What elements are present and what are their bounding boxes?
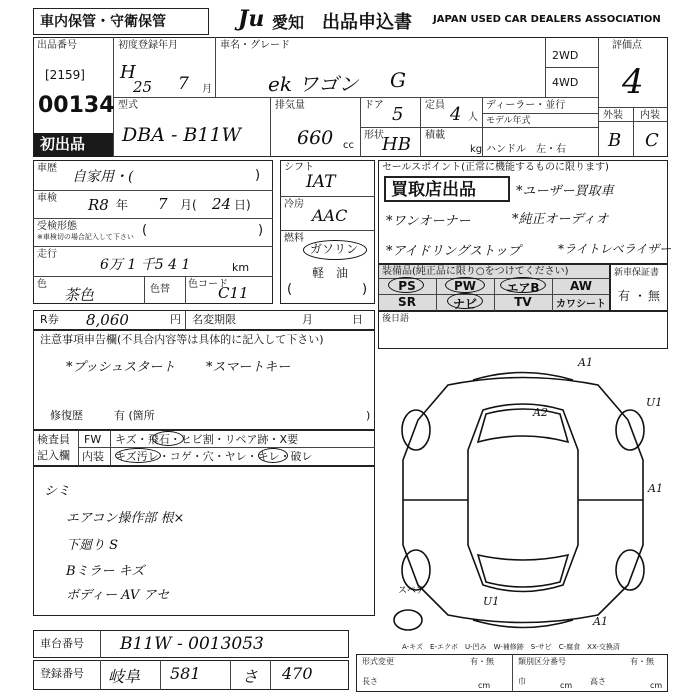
inspection-day-unit: 日) xyxy=(234,198,251,212)
inspector-label-1: 検査員 xyxy=(37,433,70,446)
fuel-gasoline: ガソリン xyxy=(310,242,359,256)
plate-region: 岐阜 xyxy=(108,667,141,686)
damage-legend: A-キズ E-エクボ U-凹み W-補修跡 S-サビ C-腐食 XX-交換済 xyxy=(402,643,620,651)
inspector-label-2: 記入欄 xyxy=(37,449,70,462)
damage-mark-right-front: U1 xyxy=(646,396,663,409)
inspection-day: 24 xyxy=(212,195,232,213)
spare-label: スペア xyxy=(398,586,426,596)
length-label: 長さ xyxy=(362,677,378,686)
inspector-row2-label: 内装 xyxy=(82,450,104,463)
storage-badge xyxy=(33,8,209,35)
shape-value: HB xyxy=(382,134,411,155)
capacity-unit: 人 xyxy=(468,112,478,123)
warranty-no: 無 xyxy=(648,289,661,303)
damage-mark-front: A1 xyxy=(578,356,593,369)
height-label: 高さ xyxy=(590,677,606,686)
sales-point-5: *ライトレベライザー xyxy=(558,242,672,256)
registration-month-unit: 月 xyxy=(202,84,212,95)
inspection-era: R8 xyxy=(88,196,109,214)
association-text: JAPAN USED CAR DEALERS ASSOCIATION xyxy=(433,14,661,25)
equip-ps: PS xyxy=(398,279,416,293)
damage-mark-roof: A2 xyxy=(533,406,548,419)
plate-class: 581 xyxy=(170,664,201,683)
inspector-stone-circle xyxy=(152,431,184,446)
equip-pw: PW xyxy=(453,279,477,293)
note-item-1: *プッシュスタート xyxy=(66,360,176,375)
receipt-label: 受検形態 xyxy=(37,221,77,232)
interior-label: 内装 xyxy=(640,110,660,121)
rear-glass-label: 後日語 xyxy=(382,314,410,324)
inspection-label: 車検 xyxy=(37,193,57,204)
repair-value: 有 (箇所 xyxy=(114,409,155,422)
exterior-label: 外装 xyxy=(603,110,623,121)
color-value: 茶色 xyxy=(64,286,95,304)
plate-kana: さ xyxy=(242,667,259,686)
repair-close: ) xyxy=(366,409,371,422)
car-grade-value: G xyxy=(390,68,406,92)
expiry-day: 日 xyxy=(352,313,363,326)
receipt-note: ※車検切の場合記入して下さい xyxy=(37,233,134,241)
sales-point-1: *ユーザー買取車 xyxy=(516,184,614,199)
damage-mark-rear-right: A1 xyxy=(593,615,608,628)
load-unit: kg xyxy=(470,144,483,155)
equip-sr: SR xyxy=(398,295,416,309)
category-change-sub: 有・無 xyxy=(630,657,654,666)
plate-label: 登録番号 xyxy=(40,667,84,680)
equip-tv: TV xyxy=(514,295,532,309)
car-name-value: ek ワゴン xyxy=(268,72,359,96)
expiry-month: 月 xyxy=(302,313,313,326)
recycle-value: 8,060 xyxy=(86,311,129,329)
registration-year: 25 xyxy=(133,78,153,96)
storage-badge-text: 車内保管・守衛保管 xyxy=(40,14,166,30)
capacity-value: 4 xyxy=(450,104,462,125)
lot-bracket-number: [2159] xyxy=(45,68,85,82)
displacement-unit: cc xyxy=(343,140,354,151)
inspection-month: 7 xyxy=(158,195,168,213)
inspection-year-unit: 年 xyxy=(116,198,129,212)
shape-change-sub: 有・無 xyxy=(470,657,494,666)
doors-value: 5 xyxy=(392,104,404,125)
height-cm: cm xyxy=(650,681,663,690)
damage-mark-right-rear: A1 xyxy=(648,482,663,495)
recycle-label: R券 xyxy=(40,313,59,326)
warranty-dot: ・ xyxy=(634,289,647,303)
dealer-stamp-text: 買取店出品 xyxy=(391,180,476,200)
displacement-label: 排気量 xyxy=(275,100,305,111)
receipt-open: ( xyxy=(142,223,148,238)
repair-label: 修復歴 xyxy=(50,409,83,422)
registration-era: H xyxy=(120,62,136,83)
equip-pw-circle xyxy=(445,277,485,293)
width-label: 巾 xyxy=(518,677,526,686)
equip-aw: AW xyxy=(570,279,592,293)
first-listing-text: 初出品 xyxy=(40,135,86,153)
equip-airbag-circle xyxy=(500,277,546,293)
inspection-month-unit: 月( xyxy=(180,198,197,212)
fuel-open: ( xyxy=(287,282,293,297)
sales-points-label: セールスポイント(正常に機能するものに限ります) xyxy=(382,162,609,173)
capacity-label: 定員 xyxy=(425,100,445,111)
model-value: DBA - B11W xyxy=(122,124,242,146)
vehicle-detail-box xyxy=(33,160,273,304)
remark-3: 下廻り S xyxy=(66,538,119,553)
shift-value: IAT xyxy=(306,172,336,192)
shape-change-label: 形式変更 xyxy=(362,657,394,666)
registration-label: 初度登録年月 xyxy=(118,40,178,51)
damage-mark-rear-left: U1 xyxy=(483,595,500,608)
equip-leather: カワシート xyxy=(556,299,606,310)
note-item-2: *スマートキー xyxy=(206,360,291,375)
lot-number: 00134 xyxy=(38,93,115,118)
score-label: 評価点 xyxy=(612,40,642,51)
fuel-close: ) xyxy=(362,282,368,297)
lot-label: 出品番号 xyxy=(37,40,77,51)
equip-ps-circle xyxy=(388,277,424,293)
car-damage-diagram xyxy=(378,350,668,640)
doors-label: ドア xyxy=(364,100,384,111)
chassis-value: B11W - 0013053 xyxy=(120,634,264,654)
ju-logo: Ju xyxy=(238,6,265,32)
recycle-unit: 円 xyxy=(170,313,181,326)
inspector-wear-circle xyxy=(258,448,288,463)
registration-month: 7 xyxy=(178,74,189,94)
sales-point-4: *アイドリングストップ xyxy=(386,244,521,259)
equip-airbag: エアB xyxy=(506,281,540,295)
drive-4wd: 4WD xyxy=(552,76,579,89)
color-code-label: 色コード xyxy=(188,279,228,290)
expiry-label: 名変期限 xyxy=(192,313,236,326)
dealer-stamp xyxy=(384,176,510,202)
mileage-unit: km xyxy=(232,261,250,274)
car-name-label: 車名・グレード xyxy=(220,40,290,51)
ac-value: AAC xyxy=(312,206,348,225)
remark-1: シミ xyxy=(44,484,71,499)
fuel-label: 燃料 xyxy=(284,233,304,244)
fuel-diesel: 軽 油 xyxy=(312,266,349,280)
receipt-close: ) xyxy=(258,223,264,238)
ac-label: 冷房 xyxy=(284,199,304,210)
notes-label: 注意事項申告欄(不具合内容等は具体的に記入して下さい) xyxy=(40,333,324,346)
warranty-label: 新車保証書 xyxy=(614,268,660,278)
remark-5: ボディー AV アセ xyxy=(66,588,170,603)
model-label: 型式 xyxy=(118,100,138,111)
shift-label: シフト xyxy=(284,162,314,173)
drive-2wd: 2WD xyxy=(552,49,579,62)
score-value: 4 xyxy=(622,62,644,102)
inspector-row1: キズ・飛石・ヒビ割・リペア跡・X要 xyxy=(115,433,299,446)
usage-close: ) xyxy=(255,168,261,183)
exterior-score: B xyxy=(608,130,622,151)
usage-label: 車歴 xyxy=(37,163,57,174)
category-change-label: 類別区分番号 xyxy=(518,657,566,666)
rear-glass-box xyxy=(378,311,668,349)
inspector-row2: キズ汚レ・コゲ・穴・ヤレ・キレ・破レ xyxy=(115,450,313,463)
handle-label: ハンドル 左・右 xyxy=(486,144,566,155)
sales-point-2: *ワンオーナー xyxy=(386,214,471,229)
inspector-dirt-circle xyxy=(115,448,161,463)
dealer-label: ディーラー・並行 xyxy=(486,100,566,111)
equipment-label: 装備品(純正品に限り○をつけてください) xyxy=(382,266,569,277)
mileage-value: 6万 1 千5 4 1 xyxy=(100,257,191,273)
remark-2: エアコン操作部 根× xyxy=(66,511,185,526)
inspector-row1-label: FW xyxy=(84,433,102,446)
equip-navi: ナビ xyxy=(452,297,477,311)
interior-score: C xyxy=(645,130,659,151)
page-title: 出品申込書 xyxy=(322,12,412,33)
chassis-label: 車台番号 xyxy=(40,637,84,650)
color-label: 色 xyxy=(37,279,47,290)
usage-value: 自家用・( xyxy=(72,169,134,185)
sales-point-3: *純正オーディオ xyxy=(512,212,609,227)
warranty-yes: 有 xyxy=(618,289,631,303)
displacement-value: 660 xyxy=(297,127,334,149)
model-year-label: モデル年式 xyxy=(486,116,531,126)
color-change-label: 色替 xyxy=(150,284,170,295)
shape-label: 形状 xyxy=(364,130,384,141)
color-code-value: C11 xyxy=(218,284,249,302)
plate-number: 470 xyxy=(282,664,313,683)
length-cm: cm xyxy=(478,681,491,690)
remark-4: Bミラー キズ xyxy=(66,564,145,579)
width-cm: cm xyxy=(560,681,573,690)
load-label: 積載 xyxy=(425,130,445,141)
mileage-label: 走行 xyxy=(37,249,57,260)
aichi-text: 愛知 xyxy=(272,13,305,32)
equip-navi-circle xyxy=(447,293,483,309)
